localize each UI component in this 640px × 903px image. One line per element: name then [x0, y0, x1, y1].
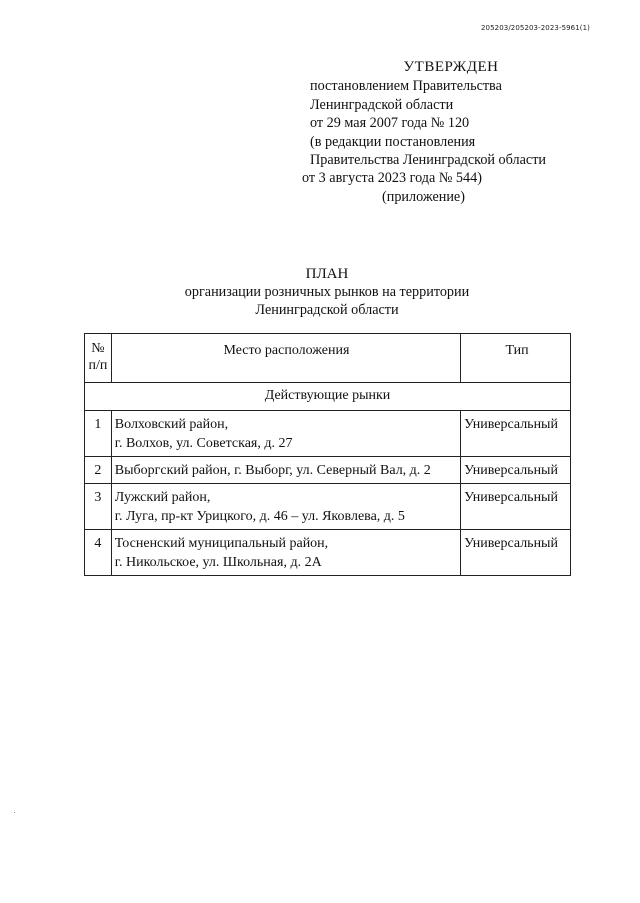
row-type: Универсальный — [461, 530, 571, 576]
header-type: Тип — [461, 334, 571, 383]
document-id: 205203/205203-2023-5961(1) — [481, 24, 590, 32]
row-number: 4 — [85, 530, 112, 576]
row-type: Универсальный — [461, 457, 571, 484]
approval-line: (приложение) — [382, 188, 465, 205]
row-location: Лужский район, г. Луга, пр-кт Урицкого, д. 46 – ул. Яковлева, д. 5 — [111, 484, 460, 530]
header-location: Место расположения — [111, 334, 460, 383]
row-location: Тосненский муниципальный район, г. Никольское, ул. Школьная, д. 2А — [111, 530, 460, 576]
approval-line: от 29 мая 2007 года № 120 — [310, 115, 470, 132]
table-row — [85, 484, 571, 530]
table-row — [85, 530, 571, 576]
plan-subtitle: Ленинградской области — [255, 302, 399, 318]
approval-line: от 3 августа 2023 года № 544) — [302, 170, 482, 187]
row-type: Универсальный — [461, 484, 571, 530]
plan-title: ПЛАН — [305, 266, 349, 282]
approval-heading: УТВЕРЖДЕН — [403, 59, 499, 75]
approval-line: Ленинградской области — [310, 96, 454, 113]
row-number: 2 — [85, 457, 112, 484]
table-row — [85, 457, 571, 484]
scan-speck — [14, 812, 15, 813]
approval-line: постановлением Правительства — [310, 78, 502, 95]
section-title: Действующие рынки — [85, 383, 571, 411]
approval-line: Правительства Ленинградской области — [310, 152, 546, 169]
row-location: Выборгский район, г. Выборг, ул. Северный Вал, д. 2 — [111, 457, 460, 484]
row-number: 3 — [85, 484, 112, 530]
table-row — [85, 411, 571, 457]
table-header-row — [85, 334, 571, 383]
plan-subtitle: организации розничных рынков на территории — [184, 284, 470, 300]
header-number: № п/п — [85, 334, 112, 383]
approval-line: (в редакции постановления — [310, 133, 476, 150]
section-row — [85, 383, 571, 411]
row-location: Волховский район, г. Волхов, ул. Советская, д. 27 — [111, 411, 460, 457]
markets-table — [84, 333, 571, 576]
approval-block — [302, 58, 586, 206]
row-type: Универсальный — [461, 411, 571, 457]
plan-title-block — [84, 265, 570, 319]
row-number: 1 — [85, 411, 112, 457]
